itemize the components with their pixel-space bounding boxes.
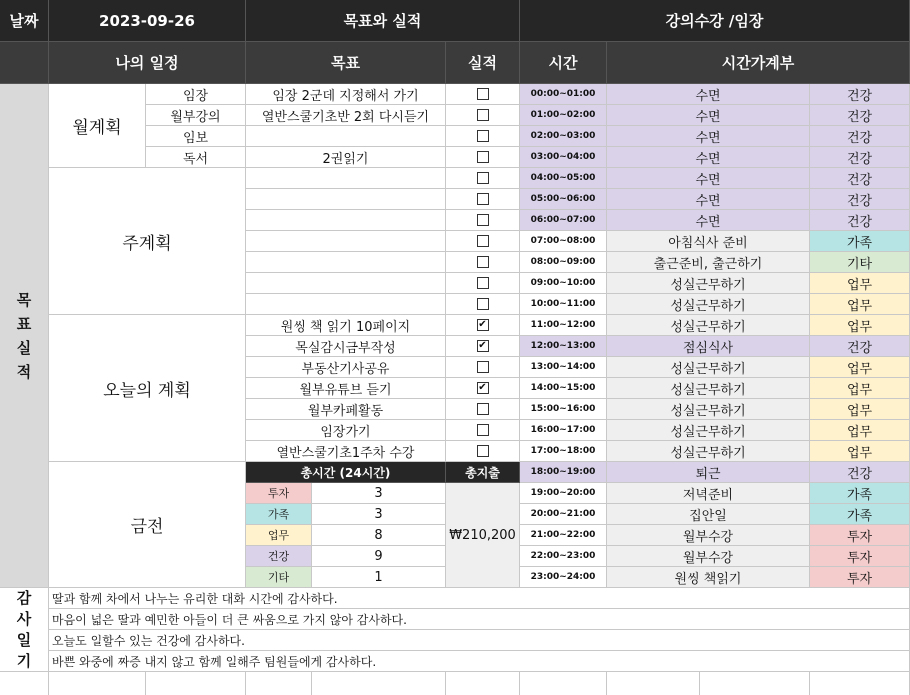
empty-cell [49,672,146,695]
goals-side-char: 적 [16,362,32,381]
timebook-category: 업무 [810,441,910,462]
result-checkbox[interactable] [477,193,489,205]
gratitude-entry[interactable]: 오늘도 일할수 있는 건강에 감사하다. [49,630,910,651]
timebook-time: 20:00~21:00 [520,504,607,525]
date-label: 날짜 [0,0,49,42]
weekly-goal[interactable] [246,273,446,294]
timebook-activity[interactable]: 점심식사 [607,336,810,357]
timebook-time: 02:00~03:00 [520,126,607,147]
money-category: 건강 [246,546,312,567]
timebook-activity[interactable]: 아침식사 준비 [607,231,810,252]
gratitude-side-char: 감 [16,588,32,607]
empty-cell [446,672,520,695]
timebook-time: 10:00~11:00 [520,294,607,315]
money-category: 기타 [246,567,312,588]
today-result-cell [446,357,520,378]
weekly-result-cell [446,294,520,315]
date-value[interactable]: 2023-09-26 [49,0,246,42]
money-hours: 3 [312,483,446,504]
timebook-time: 23:00~24:00 [520,567,607,588]
result-checkbox[interactable] [477,256,489,268]
result-checkbox[interactable] [477,172,489,184]
timebook-category: 투자 [810,525,910,546]
timebook-time: 11:00~12:00 [520,315,607,336]
monthly-category: 임보 [146,126,246,147]
timebook-category: 건강 [810,168,910,189]
weekly-result-cell [446,273,520,294]
timebook-activity[interactable]: 성실근무하기 [607,378,810,399]
today-result-cell [446,378,520,399]
result-checkbox[interactable] [477,403,489,415]
timebook-category: 업무 [810,315,910,336]
empty-cell [520,672,607,695]
today-result-cell [446,315,520,336]
timebook-time: 01:00~02:00 [520,105,607,126]
timebook-activity[interactable]: 수면 [607,189,810,210]
money-category: 투자 [246,483,312,504]
result-checkbox[interactable] [477,88,489,100]
money-hours: 8 [312,525,446,546]
money-label: 금전 [49,462,246,588]
monthly-plan-label: 월계획 [49,84,146,168]
timebook-category: 건강 [810,105,910,126]
today-goal[interactable]: 열반스쿨기초1주차 수강 [246,441,446,462]
weekly-goal[interactable] [246,168,446,189]
timebook-activity[interactable]: 출근준비, 출근하기 [607,252,810,273]
weekly-goal[interactable] [246,231,446,252]
timebook-time: 21:00~22:00 [520,525,607,546]
monthly-result-cell [446,105,520,126]
timebook-time: 18:00~19:00 [520,462,607,483]
timebook-activity[interactable]: 집안일 [607,504,810,525]
monthly-category: 월부강의 [146,105,246,126]
weekly-goal[interactable] [246,252,446,273]
goals-title: 목표와 실적 [246,0,520,42]
timebook-time: 04:00~05:00 [520,168,607,189]
today-goal[interactable]: 월부유튜브 듣기 [246,378,446,399]
empty-cell [146,672,246,695]
result-checkbox[interactable] [477,361,489,373]
timebook-category: 투자 [810,546,910,567]
monthly-category: 임장 [146,84,246,105]
today-result-cell [446,441,520,462]
timebook-category: 가족 [810,483,910,504]
timebook-activity[interactable]: 원씽 책읽기 [607,567,810,588]
result-checkbox[interactable] [477,298,489,310]
timebook-category: 업무 [810,294,910,315]
weekly-result-cell [446,231,520,252]
goals-side-label [0,84,49,588]
timebook-activity[interactable]: 성실근무하기 [607,399,810,420]
timebook-activity[interactable]: 저녁준비 [607,483,810,504]
result-checkbox[interactable]: ✔ [478,319,487,330]
today-goal[interactable]: 월부카페활동 [246,399,446,420]
goal-header: 목표 [246,42,446,84]
empty-cell [607,672,700,695]
weekly-result-cell [446,252,520,273]
timebook-category: 건강 [810,84,910,105]
result-checkbox[interactable] [477,424,489,436]
timebook-activity[interactable]: 월부수강 [607,546,810,567]
today-goal[interactable]: 임장가기 [246,420,446,441]
monthly-result-cell [446,126,520,147]
gratitude-side-char: 일 [16,630,32,649]
schedule-header: 나의 일정 [49,42,246,84]
result-checkbox[interactable]: ✔ [478,382,487,393]
result-checkbox[interactable] [477,235,489,247]
timebook-header: 시간가계부 [607,42,910,84]
timebook-activity[interactable]: 수면 [607,210,810,231]
today-goal[interactable]: 목실감시금부작성 [246,336,446,357]
timebook-time: 09:00~10:00 [520,273,607,294]
timebook-time: 17:00~18:00 [520,441,607,462]
timebook-activity[interactable]: 수면 [607,126,810,147]
timebook-activity[interactable]: 성실근무하기 [607,315,810,336]
gratitude-entry[interactable]: 바쁜 와중에 짜증 내지 않고 함께 일해주 팀원들에게 감사하다. [49,651,910,672]
weekly-result-cell [446,189,520,210]
total-spend-value: ₩210,200 [446,483,520,588]
money-hours: 3 [312,504,446,525]
timebook-category: 건강 [810,210,910,231]
gratitude-entry[interactable]: 딸과 함께 차에서 나누는 유리한 대화 시간에 감사하다. [49,588,910,609]
monthly-goal[interactable]: 열반스쿨기초반 2회 다시듣기 [246,105,446,126]
timebook-category: 업무 [810,399,910,420]
total-spend-header: 총지출 [446,462,520,483]
lecture-title: 강의수강 /임장 [520,0,910,42]
gratitude-side-char: 기 [16,651,32,670]
timebook-activity[interactable]: 수면 [607,84,810,105]
timebook-time: 00:00~01:00 [520,84,607,105]
timebook-category: 가족 [810,231,910,252]
goals-side-char: 실 [16,338,32,357]
empty-cell [700,672,810,695]
today-goal[interactable]: 부동산기사공유 [246,357,446,378]
today-result-cell [446,399,520,420]
empty-cell [246,672,312,695]
timebook-time: 16:00~17:00 [520,420,607,441]
timebook-time: 13:00~14:00 [520,357,607,378]
timebook-time: 22:00~23:00 [520,546,607,567]
timebook-time: 03:00~04:00 [520,147,607,168]
timebook-category: 건강 [810,189,910,210]
gratitude-side-char: 사 [16,609,32,628]
today-result-cell [446,420,520,441]
timebook-activity[interactable]: 월부수강 [607,525,810,546]
monthly-goal[interactable] [246,126,446,147]
weekly-plan-label: 주계획 [49,168,246,315]
timebook-category: 업무 [810,273,910,294]
today-plan-label: 오늘의 계획 [49,315,246,462]
result-checkbox[interactable] [477,214,489,226]
result-header: 실적 [446,42,520,84]
monthly-result-cell [446,147,520,168]
goals-side-char: 목 [16,290,32,309]
timebook-time: 14:00~15:00 [520,378,607,399]
timebook-activity[interactable]: 퇴근 [607,462,810,483]
timebook-category: 가족 [810,504,910,525]
result-checkbox[interactable] [477,151,489,163]
timebook-category: 업무 [810,357,910,378]
timebook-time: 19:00~20:00 [520,483,607,504]
timebook-category: 업무 [810,378,910,399]
time-header: 시간 [520,42,607,84]
empty-cell [0,672,49,695]
total-time-header: 총시간 (24시간) [246,462,446,483]
timebook-category: 건강 [810,126,910,147]
monthly-goal[interactable]: 2권읽기 [246,147,446,168]
timebook-activity[interactable]: 성실근무하기 [607,273,810,294]
timebook-activity[interactable]: 수면 [607,105,810,126]
timebook-activity[interactable]: 수면 [607,168,810,189]
gratitude-side-label [0,588,49,672]
timebook-time: 15:00~16:00 [520,399,607,420]
monthly-goal[interactable]: 임장 2군데 지정해서 가기 [246,84,446,105]
money-hours: 9 [312,546,446,567]
timebook-category: 업무 [810,420,910,441]
weekly-goal[interactable] [246,210,446,231]
result-checkbox[interactable] [477,109,489,121]
weekly-goal[interactable] [246,294,446,315]
money-category: 업무 [246,525,312,546]
timebook-time: 05:00~06:00 [520,189,607,210]
timebook-category: 기타 [810,252,910,273]
timebook-category: 건강 [810,147,910,168]
empty-cell [312,672,446,695]
timebook-activity[interactable]: 성실근무하기 [607,294,810,315]
money-hours: 1 [312,567,446,588]
goals-side-char: 표 [16,314,32,333]
result-checkbox[interactable] [477,130,489,142]
timebook-activity[interactable]: 성실근무하기 [607,357,810,378]
timebook-time: 06:00~07:00 [520,210,607,231]
result-checkbox[interactable] [477,445,489,457]
subheader-blank [0,42,49,84]
gratitude-entry[interactable]: 마음이 넓은 딸과 예민한 아들이 더 큰 싸움으로 가지 않아 감사하다. [49,609,910,630]
weekly-result-cell [446,168,520,189]
result-checkbox[interactable] [477,277,489,289]
empty-cell [810,672,910,695]
result-checkbox[interactable]: ✔ [478,340,487,351]
timebook-activity[interactable]: 성실근무하기 [607,420,810,441]
weekly-result-cell [446,210,520,231]
today-result-cell [446,336,520,357]
timebook-category: 투자 [810,567,910,588]
timebook-activity[interactable]: 성실근무하기 [607,441,810,462]
timebook-time: 12:00~13:00 [520,336,607,357]
timebook-activity[interactable]: 수면 [607,147,810,168]
money-category: 가족 [246,504,312,525]
timebook-category: 건강 [810,336,910,357]
timebook-time: 07:00~08:00 [520,231,607,252]
today-goal[interactable]: 원씽 책 읽기 10페이지 [246,315,446,336]
monthly-result-cell [446,84,520,105]
timebook-category: 건강 [810,462,910,483]
monthly-category: 독서 [146,147,246,168]
timebook-time: 08:00~09:00 [520,252,607,273]
weekly-goal[interactable] [246,189,446,210]
